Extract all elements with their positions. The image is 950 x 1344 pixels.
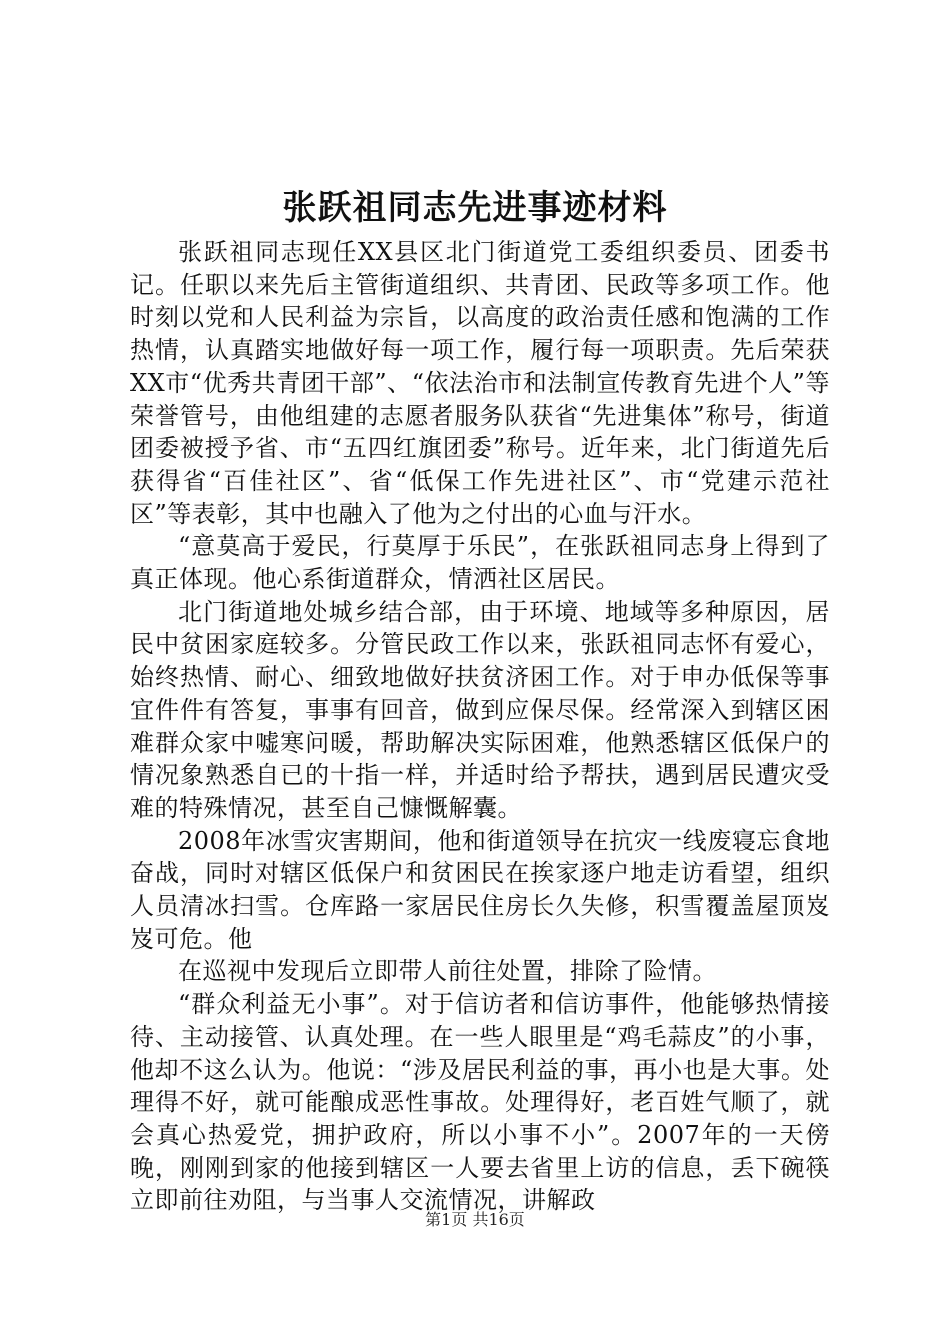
paragraph-5: 在巡视中发现后立即带人前往处置，排除了险情。: [178, 957, 717, 986]
paragraph-6: “群众利益无小事”。对于信访者和信访事件，他能够热情接待、主动接管、认真处理。在一些人眼里是“鸡毛蒜皮”的小事，他却不这么认为。他说：“涉及居民利益的事，再小也是大事。处理得不好，就可能酿成恶性事故。处理得好，老百姓气顺了，就会真心热爱党，拥护政府，所以小事不小”。2007年的一天傍晚，刚刚到家的他接到辖区一人要去省里上访的信息，丢下碗筷立即前往劝阻，与当事人交流情况，讲解政: [130, 990, 830, 1215]
page-footer: 第1页 共16页: [425, 1210, 525, 1229]
paragraph-4: 2008年冰雪灾害期间，他和街道领导在抗灾一线废寝忘食地奋战，同时对辖区低保户和贫困民在挨家逐户地走访看望，组织人员清冰扫雪。仓库路一家居民住房长久失修，积雪覆盖屋顶岌岌可危。他: [130, 826, 830, 953]
paragraph-3: 北门街道地处城乡结合部，由于环境、地域等多种原因，居民中贫困家庭较多。分管民政工作以来，张跃祖同志怀有爱心，始终热情、耐心、细致地做好扶贫济困工作。对于申办低保等事宜件件有答复，事事有回音，做到应保尽保。经常深入到辖区困难群众家中嘘寒问暖，帮助解决实际困难，他熟悉辖区低保户的情况象熟悉自已的十指一样，并适时给予帮扶，遇到居民遭灾受难的特殊情况，甚至自己慷慨解囊。: [130, 597, 830, 822]
paragraph-1: 张跃祖同志现任XX县区北门街道党工委组织委员、团委书记。任职以来先后主管街道组织、共青团、民政等多项工作。他时刻以党和人民利益为宗旨，以高度的政治责任感和饱满的工作热情，认真踏实地做好每一项工作，履行每一项职责。先后荣获XX市“优秀共青团干部”、“依法治市和法制宣传教育先进个人”等荣誉管号，由他组建的志愿者服务队获省“先进集体”称号，街道团委被授予省、市“五四红旗团委”称号。近年来，北门街道先后获得省“百佳社区”、省“低保工作先进社区”、市“党建示范社区”等表彰，其中也融入了他为之付出的心血与汗水。: [130, 238, 830, 528]
paragraph-2: “意莫高于爱民，行莫厚于乐民”，在张跃祖同志身上得到了真正体现。他心系街道群众，情洒社区居民。: [130, 532, 830, 594]
document-title: 张跃祖同志先进事迹材料: [282, 188, 668, 228]
document-body: [130, 236, 830, 1217]
